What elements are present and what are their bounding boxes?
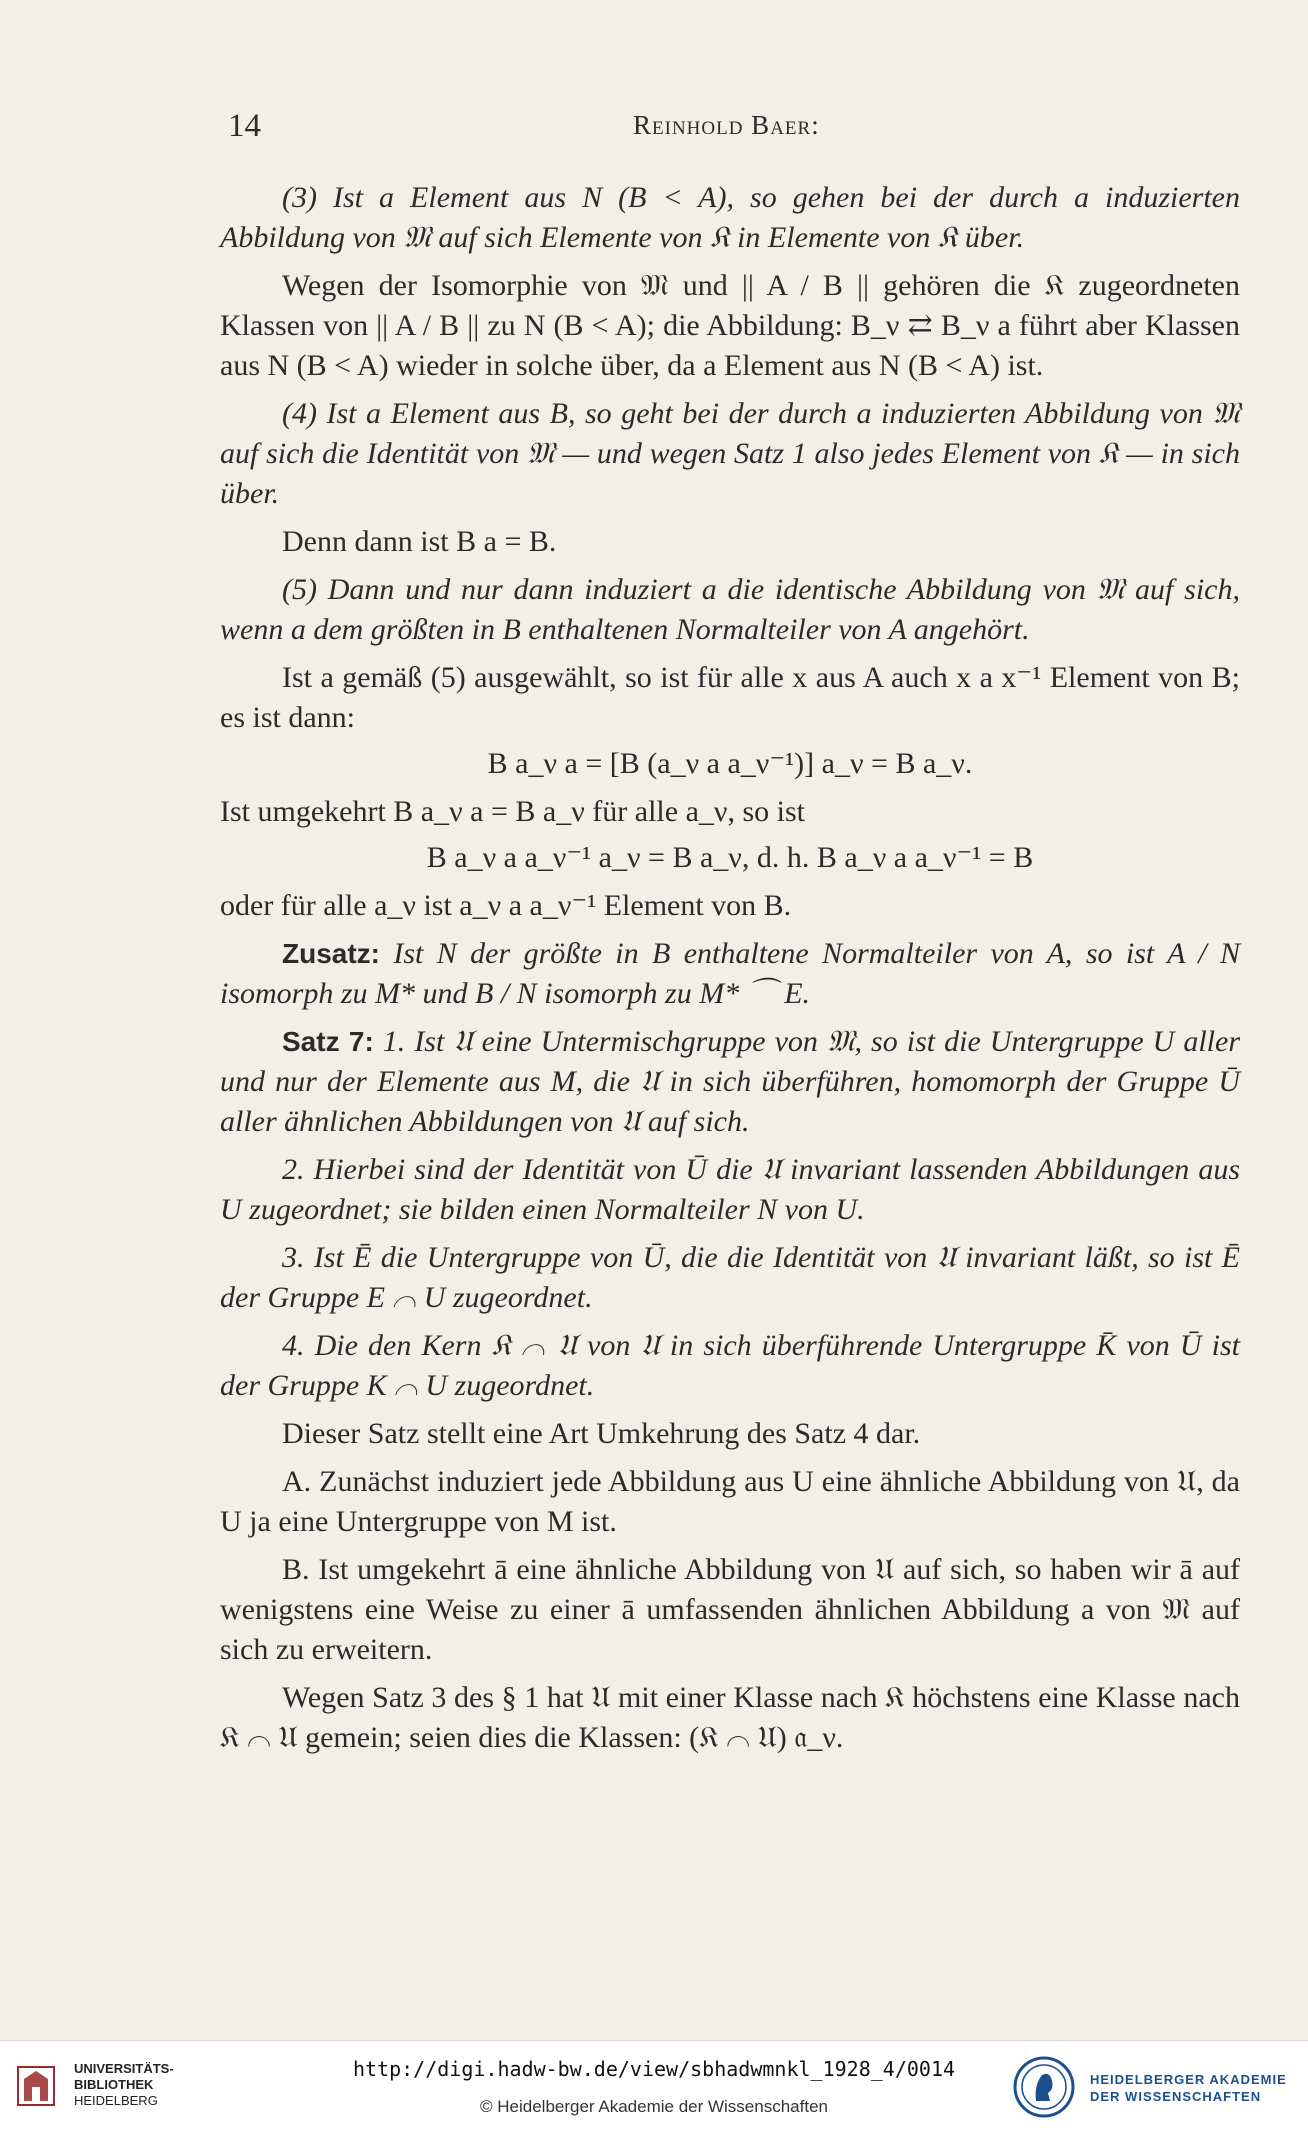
satz-7-label: Satz 7: — [282, 1026, 374, 1057]
zusatz — [220, 934, 1240, 1014]
page-header — [228, 108, 1248, 148]
paragraph-denn: Denn dann ist B a = B. — [282, 525, 557, 558]
formula-1: B a_ν a = [B (a_ν a a_ν⁻¹)] a_ν = B a_ν. — [487, 747, 973, 780]
satz-7-part-1: 1. Ist 𝔘 eine Untermischgruppe von 𝔐, so ist die Untergruppe U aller und nur der Elemente aus M, die 𝔘 in sich überführen, homomorph der Gruppe Ū aller ähnlichen Abbildungen von 𝔘 auf sich. — [220, 1025, 1241, 1138]
paragraph-b: B. Ist umgekehrt ā eine ähnliche Abbildung von 𝔘 auf sich, so haben wir ā auf wenigstens eine Weise zu einer ā umfassenden ähnlichen Abbildung a von 𝔐 auf sich zu erweitern. — [220, 1553, 1240, 1666]
zusatz-label: Zusatz: — [282, 938, 380, 969]
paragraph-gemaess: Ist a gemäß (5) ausgewählt, so ist für alle x aus A auch x a x⁻¹ Element von B; es ist dann: — [220, 661, 1240, 734]
academy-seal-icon — [1012, 2055, 1076, 2119]
paragraph-umkehrung: Dieser Satz stellt eine Art Umkehrung des Satz 4 dar. — [282, 1417, 921, 1450]
academy-name: HEIDELBERGER AKADEMIE DER WISSENSCHAFTEN — [1090, 2072, 1287, 2104]
statement-5: (5) Dann und nur dann induziert a die identische Abbildung von 𝔐 auf sich, wenn a dem größten in B enthaltenen Normalteiler von A angehört. — [220, 573, 1240, 646]
paragraph-isomorphie: Wegen der Isomorphie von 𝔐 und || A / B || gehören die 𝔎 zugeordneten Klassen von || A / B || zu N (B < A); die Abbildung: B_ν ⇄ B_ν a führt aber Klassen aus N (B < A) wieder in solche über, da a Element aus N (B < A) ist. — [220, 269, 1240, 382]
running-head: Reinhold Baer: — [633, 110, 820, 140]
satz-7-part-4: 4. Die den Kern 𝔎 ⌒ 𝔘 von 𝔘 in sich überführende Untergruppe K̄ von Ū ist der Gruppe K ⌒ U zugeordnet. — [220, 1329, 1240, 1402]
satz-7 — [220, 1022, 1240, 1142]
library-name: UNIVERSITÄTS- BIBLIOTHEK HEIDELBERG — [74, 2061, 174, 2108]
paragraph-oder: oder für alle a_ν ist a_ν a a_ν⁻¹ Element von B. — [220, 889, 792, 922]
source-url-link[interactable]: http://digi.hadw-bw.de/view/sbhadwmnkl_1928_4/0014 — [352, 2057, 956, 2081]
zusatz-text: Ist N der größte in B enthaltene Normalteiler von A, so ist A / N isomorph zu M* und B / N isomorph zu M* ⌒ E. — [220, 937, 1240, 1010]
satz-7-part-2: 2. Hierbei sind der Identität von Ū die 𝔘 invariant lassenden Abbildungen aus U zugeordnet; sie bilden einen Normalteiler N von U. — [220, 1153, 1240, 1226]
paragraph-satz-3: Wegen Satz 3 des § 1 hat 𝔘 mit einer Klasse nach 𝔎 höchstens eine Klasse nach 𝔎 ⌒ 𝔘 gemein; seien dies die Klassen: (𝔎 ⌒ 𝔘) 𝔞_ν. — [220, 1681, 1240, 1754]
statement-3: (3) Ist a Element aus N (B < A), so gehen bei der durch a induzierten Abbildung von 𝔐 auf sich Elemente von 𝔎 in Elemente von 𝔎 über. — [220, 181, 1240, 254]
formula-2: B a_ν a a_ν⁻¹ a_ν = B a_ν, d. h. B a_ν a a_ν⁻¹ = B — [426, 841, 1034, 874]
paragraph-a: A. Zunächst induziert jede Abbildung aus U eine ähnliche Abbildung von 𝔘, da U ja eine Untergruppe von M ist. — [220, 1465, 1240, 1538]
viewer-footer — [0, 2040, 1308, 2135]
paragraph-umgekehrt: Ist umgekehrt B a_ν a = B a_ν für alle a_ν, so ist — [220, 795, 805, 828]
satz-7-part-3: 3. Ist Ē die Untergruppe von Ū, die die Identität von 𝔘 invariant läßt, so ist Ē der Gruppe E ⌒ U zugeordnet. — [220, 1241, 1240, 1314]
page-body — [220, 178, 1240, 1758]
copyright-notice: © Heidelberger Akademie der Wissenschaften — [480, 2097, 828, 2116]
statement-4: (4) Ist a Element aus B, so geht bei der durch a induzierten Abbildung von 𝔐 auf sich die Identität von 𝔐 — und wegen Satz 1 also jedes Element von 𝔎 — in sich über. — [220, 397, 1240, 510]
page-number: 14 — [228, 108, 261, 144]
